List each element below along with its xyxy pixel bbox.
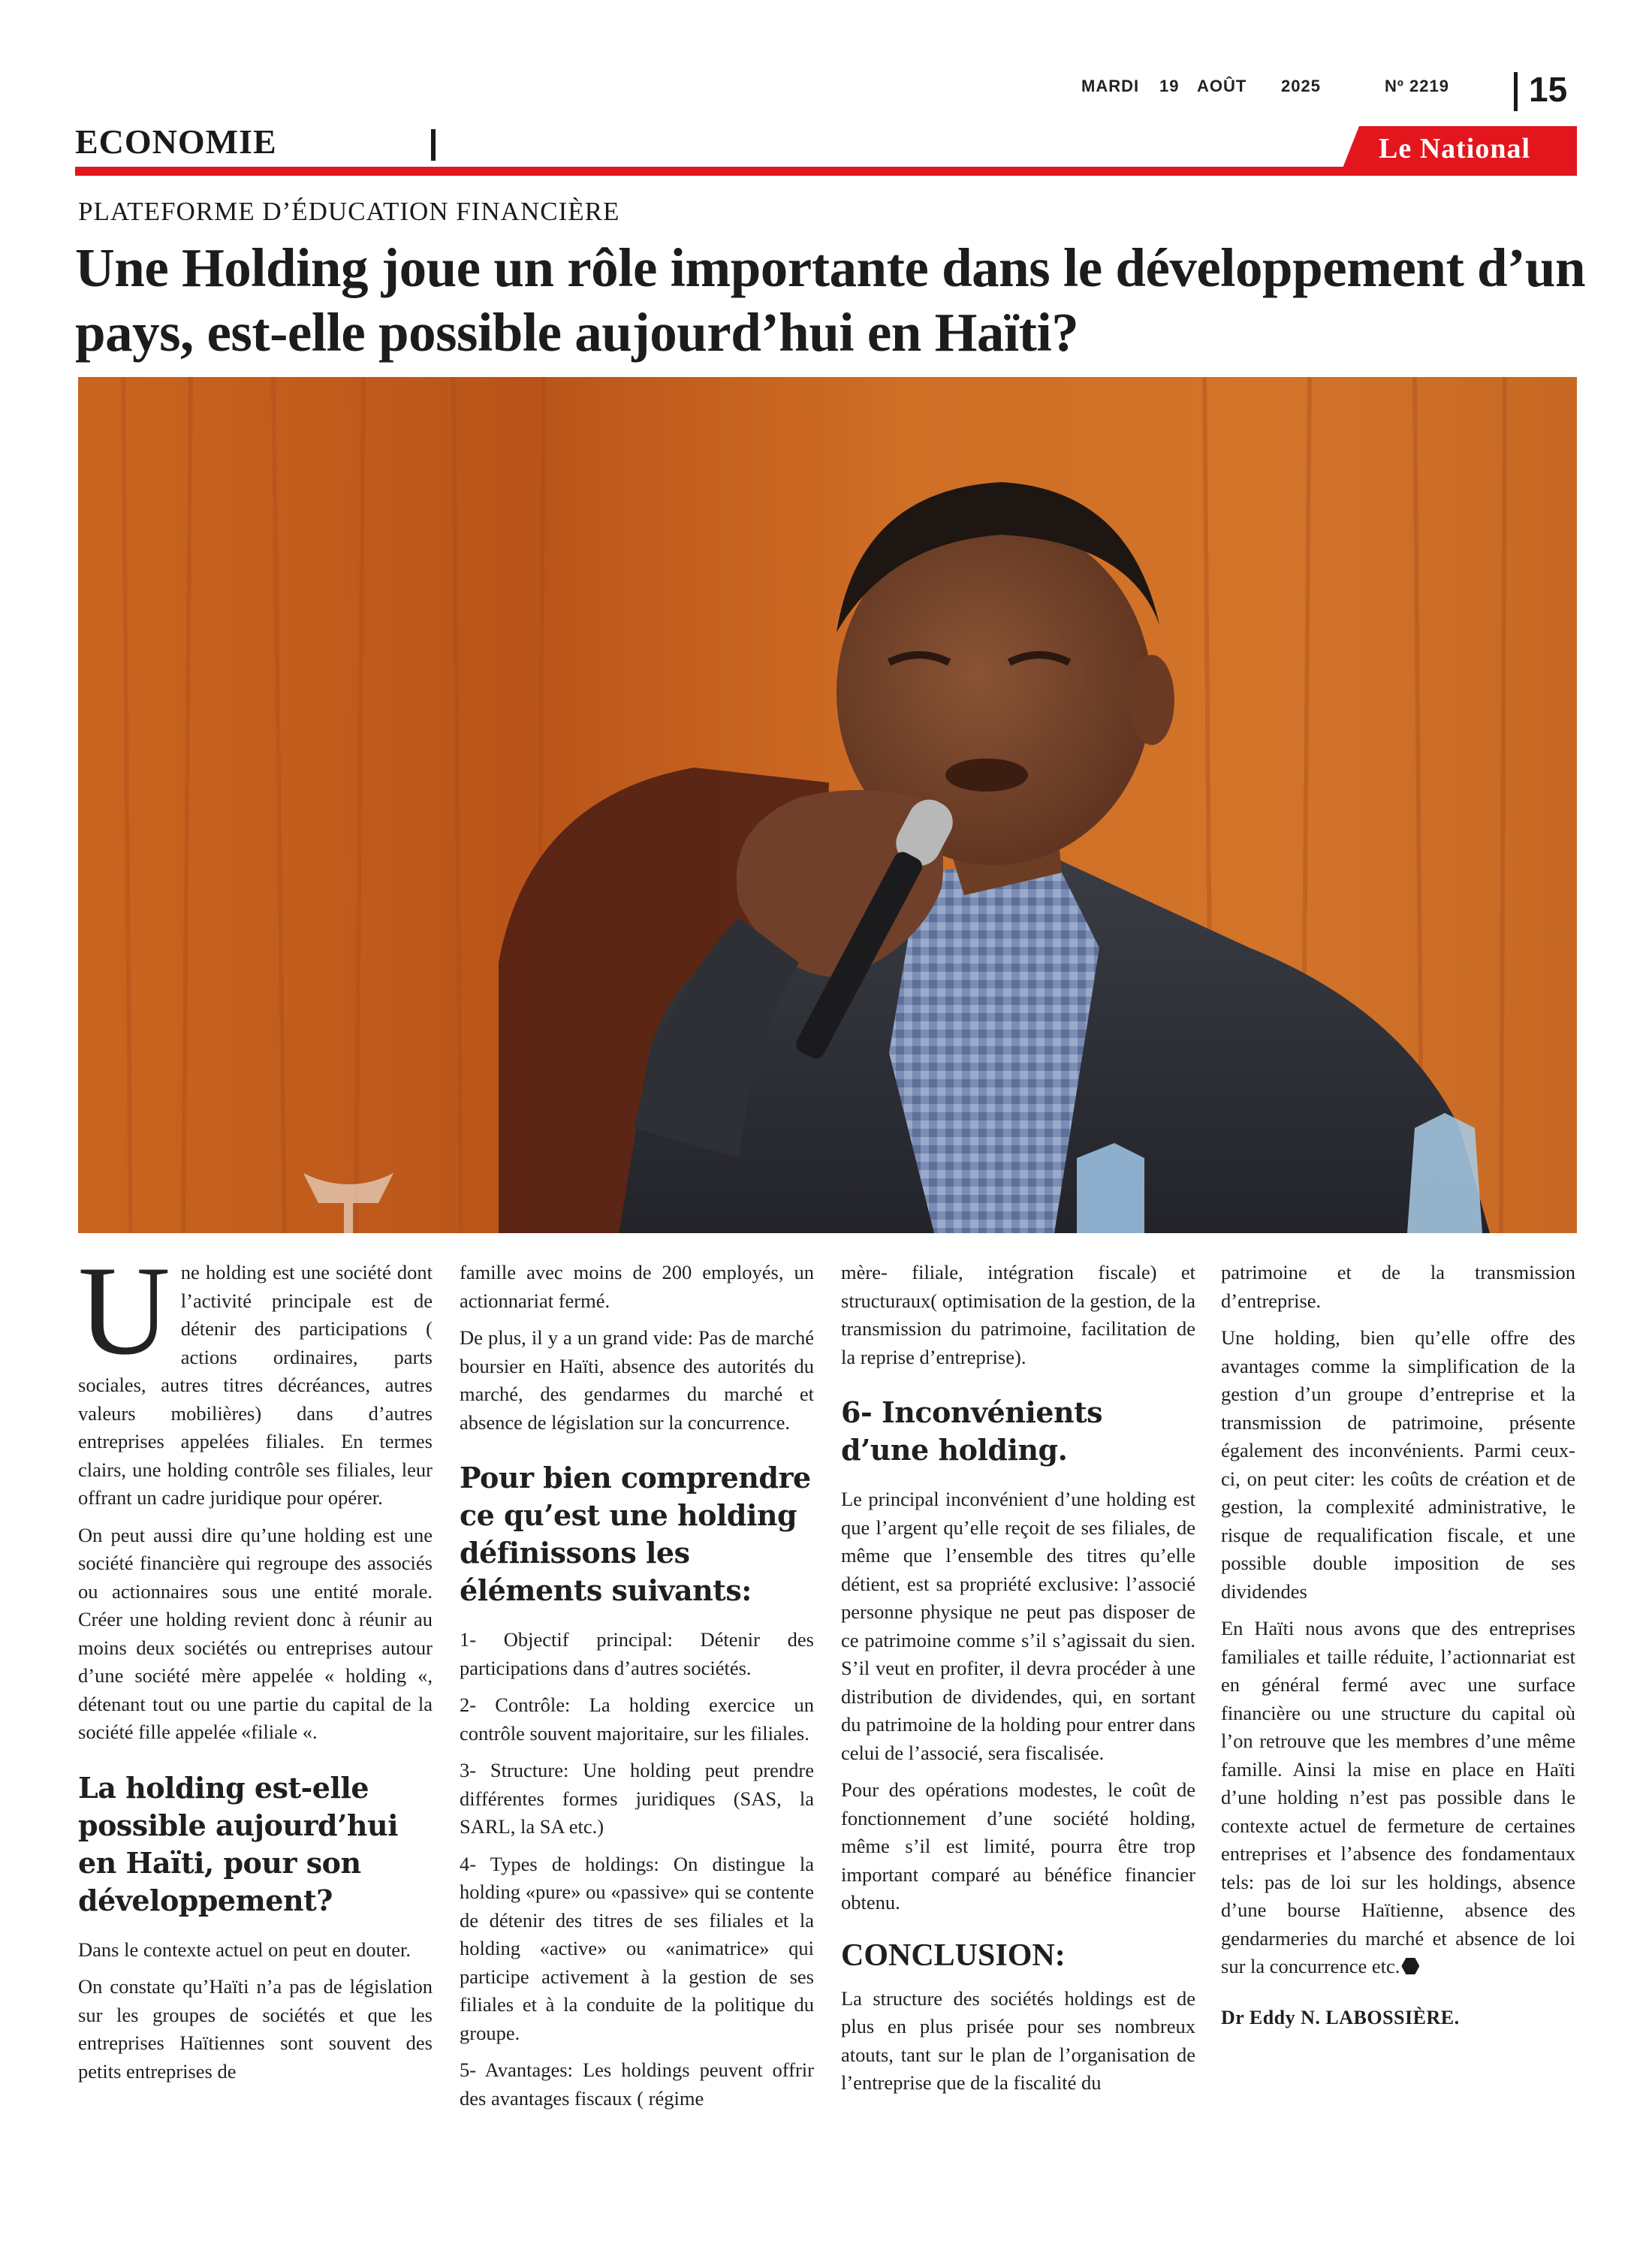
issue-number: Nº 2219: [1385, 77, 1449, 95]
article-kicker: PLATEFORME D’ÉDUCATION FINANCIÈRE: [78, 197, 620, 226]
issue-date-line: [1081, 77, 1457, 107]
conclusion-heading: CONCLUSION:: [841, 1938, 1066, 1973]
paragraph-text: En Haïti nous avons que des entreprises familiales et taille réduite, l’actionnariat est en général fermé avec une surface financière ou une structure du capital où l’on retrouve que les membres d’une même famille. Ainsi la mise en place en Haïti d’une holding n’est pas possible dans le contexte actuel de fermeture de certaines entreprises et l’absence des fondamentaux tels: pas de loi sur les holdings, absence d’une bourse Haïtienne, absence des gendarmeries du marché et absence de loi sur la concurrence etc.: [1221, 1617, 1575, 1977]
list-item: 1- Objectif principal: Détenir des participations dans d’autres sociétés.: [460, 1628, 814, 1679]
date-day: MARDI: [1081, 77, 1140, 95]
paragraph: De plus, il y a un grand vide: Pas de marché boursier en Haïti, absence des autorités du marché, des gendarmes du marché et absence de législation sur la concurrence.: [460, 1326, 814, 1434]
article-column-2: [460, 1259, 814, 2122]
date-month: AOÛT: [1197, 77, 1247, 95]
section-divider: [431, 129, 436, 161]
paragraph: ne holding est une société dont l’activité principale est de détenir des participations ( actions ordinaires, parts sociales, autres titres décréances, autres valeurs mobilières) dans d’autres entreprises appelées filiales. En termes clairs, une holding contrôle ses filiales, leur offrant un cadre juridique pour opérer.: [78, 1261, 433, 1509]
drop-cap: U: [78, 1240, 170, 1381]
subheading: Pour bien comprendre ce qu’est une holding définissons les éléments suivants:: [460, 1461, 811, 1607]
article-photo: [78, 377, 1577, 1233]
section-title: ECONOMIE: [75, 122, 277, 161]
list-item: 4- Types de holdings: On distingue la holding «pure» ou «passive» qui se contente de détenir des titres de ses filiales et la holding «active» ou «animatrice» qui participe activement à la gestion de ses filiales et à la conduite de la politique du groupe.: [460, 1852, 814, 2044]
paragraph-last: [1221, 1615, 1575, 1981]
article-title: Une Holding joue un rôle importante dans le développement d’un pays, est-elle possible aujourd’hui en Haïti?: [75, 237, 1586, 363]
paragraph: mère- filiale, intégration fiscale) et structuraux( optimisation de la gestion, de la transmission du patrimoine, facilitation de la reprise d’entreprise).: [841, 1261, 1195, 1368]
author-byline: Dr Eddy N. LABOSSIÈRE.: [1221, 2006, 1460, 2028]
end-mark-icon: [1401, 1958, 1419, 1974]
article-column-4: [1221, 1259, 1575, 2040]
list-item: 2- Contrôle: La holding exercice un contrôle souvent majoritaire, sur les filiales.: [460, 1694, 814, 1745]
date-number: 19: [1159, 77, 1180, 95]
page-number: 15: [1529, 70, 1568, 109]
paragraph: La structure des sociétés holdings est de plus en plus prisée pour ses nombreux atouts, tant sur le plan de l’organisation de l’entreprise que de la fiscalité du: [841, 1986, 1195, 2094]
paragraph: Une holding, bien qu’elle offre des avantages comme la simplification de la gestion d’un groupe d’entreprise et la transmission de patrimoine, présente également des inconvénients. Parmi ceux-ci, on peut citer: les coûts de création et de gestion, la complexité administrative, le risque de requalification fiscale, et une possible double imposition de ses dividendes: [1221, 1326, 1575, 1603]
brand-name: Le National: [1379, 133, 1531, 164]
page-number-divider: [1514, 72, 1518, 111]
list-item: 3- Structure: Une holding peut prendre différentes formes juridiques (SAS, la SARL, la SA etc.): [460, 1759, 814, 1838]
article-column-1: [78, 1240, 433, 2095]
paragraph: famille avec moins de 200 employés, un actionnariat fermé.: [460, 1261, 814, 1312]
paragraph: On constate qu’Haïti n’a pas de législation sur les groupes de sociétés et que les entreprises Haïtiennes sont souvent des petits entreprises de: [78, 1975, 433, 2083]
list-item: 5- Avantages: Les holdings peuvent offrir des avantages fiscaux ( régime: [460, 2058, 814, 2110]
paragraph: Pour des opérations modestes, le coût de fonctionnement d’une société holding, même s’il est limité, pourra être trop important comparé au bénéfice financier obtenu.: [841, 1778, 1195, 1914]
paragraph: patrimoine et de la transmission d’entreprise.: [1221, 1261, 1575, 1312]
subheading: 6- Inconvénients d’une holding.: [841, 1395, 1103, 1467]
paragraph: Dans le contexte actuel on peut en douter.: [78, 1938, 411, 1961]
paragraph: On peut aussi dire qu’une holding est une société financière qui regroupe des associés ou actionnaires sous une entité morale. Créer une holding revient donc à réunir au moins deux sociétés ou entreprises autour d’une société mère appelée « holding «, détenant tout ou une partie du capital de la société fille appelée «filiale «.: [78, 1523, 433, 1743]
paragraph: Le principal inconvénient d’une holding est que l’argent qu’elle reçoit de ses filiales, de même que l’ensemble des titres qu’elle détient, est sa propriété exclusive: l’associé personne physique ne peut pas disposer de ce patrimoine comme s’il s’agissait du sien. S’il veut en profiter, il devra procéder à une distribution de dividendes, qui, en sortant du patrimoine de la holding pour entrer dans celui de l’associé, sera fiscalisée.: [841, 1488, 1195, 1764]
subheading: La holding est-elle possible aujourd’hui en Haïti, pour son développement?: [78, 1770, 399, 1917]
date-year: 2025: [1281, 77, 1321, 95]
article-column-3: [841, 1259, 1195, 2107]
